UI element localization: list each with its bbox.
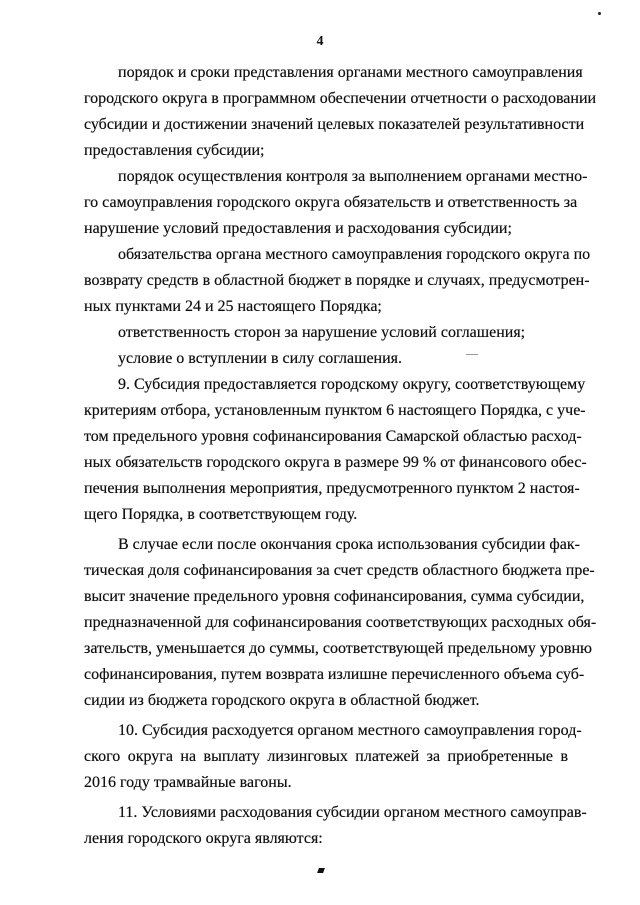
text-line: возврату средств в областной бюджет в порядке и случаях, предусмотрен-: [84, 272, 590, 289]
text-line: условие о вступлении в силу соглашения.: [118, 350, 403, 367]
scan-speck: [598, 12, 601, 15]
text-line: В случае если после окончания срока использования субсидии фак-: [118, 536, 580, 553]
text-line: 2016 году трамвайные вагоны.: [84, 774, 292, 791]
text-line: предназначенной для софинансирования соответствующих расходных обя-: [84, 614, 597, 631]
text-line: ления городского округа являются:: [84, 830, 323, 847]
text-line: зательств, уменьшается до суммы, соответствующей предельному уровню: [84, 640, 592, 657]
text-line: 9. Субсидия предоставляется городскому округу, соответствующему: [118, 376, 586, 393]
page-number: 4: [316, 34, 324, 49]
text-line: критериям отбора, установленным пунктом 6 настоящего Порядка, с уче-: [84, 402, 586, 419]
text-line: ского округа на выплату лизинговых платежей за приобретенные в: [84, 748, 568, 765]
text-line: ных обязательств городского округа в размере 99 % от финансового обес-: [84, 454, 587, 471]
text-line: предоставления субсидии;: [84, 142, 265, 159]
text-line: печения выполнения мероприятия, предусмотренного пунктом 2 настоя-: [84, 480, 580, 497]
text-line: обязательства органа местного самоуправления городского округа по: [118, 246, 591, 263]
text-line: 11. Условиями расходования субсидии органом местного самоуправ-: [118, 804, 587, 821]
text-line: том предельного уровня софинансирования Самарской областью расход-: [84, 428, 582, 445]
scan-bottom-mark: [317, 868, 325, 873]
scan-dash-mark: [466, 354, 478, 355]
text-line: порядок и сроки представления органами местного самоуправления: [118, 64, 583, 81]
text-line: ных пунктами 24 и 25 настоящего Порядка;: [84, 298, 382, 315]
text-line: 10. Субсидия расходуется органом местного самоуправления город-: [118, 722, 582, 739]
text-line: городского округа в программном обеспечении отчетности о расходовании: [84, 90, 597, 107]
text-line: порядок осуществления контроля за выполнением органами местно-: [118, 168, 588, 185]
text-line: софинансирования, путем возврата излишне перечисленного объема суб-: [84, 666, 585, 683]
text-line: щего Порядка, в соответствующем году.: [84, 506, 358, 523]
text-line: ответственность сторон за нарушение условий соглашения;: [118, 324, 526, 341]
text-line: сидии из бюджета городского округа в областной бюджет.: [84, 692, 480, 709]
text-line: тическая доля софинансирования за счет средств областного бюджета пре-: [84, 562, 595, 579]
text-line: субсидии и достижении значений целевых показателей результативности: [84, 116, 585, 133]
text-line: го самоуправления городского округа обязательств и ответственность за: [84, 194, 578, 211]
text-line: высит значение предельного уровня софинансирования, сумма субсидии,: [84, 588, 585, 605]
document-body: [84, 60, 597, 852]
text-line: нарушение условий предоставления и расходования субсидии;: [84, 220, 512, 237]
